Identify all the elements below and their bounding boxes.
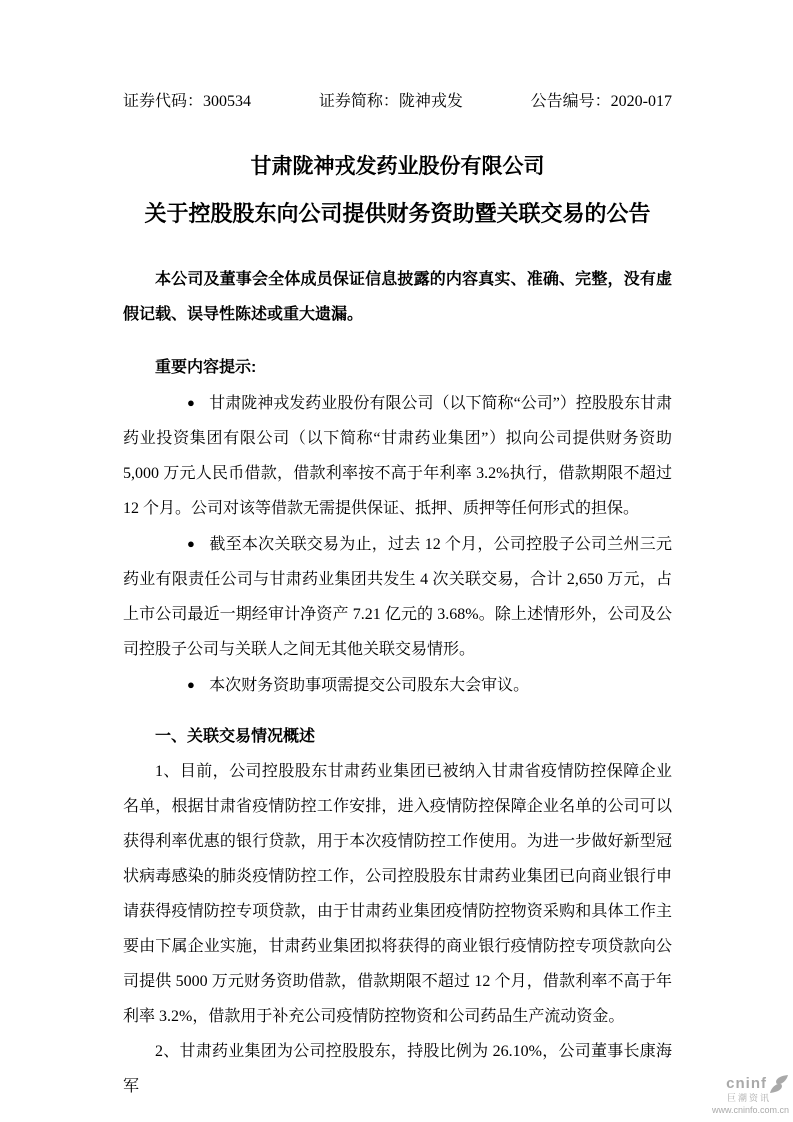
announcement-number: 公告编号：2020-017: [530, 93, 672, 110]
stock-short-name: 证券简称：陇神戎发: [318, 93, 463, 110]
notice-bullet-1: [123, 385, 672, 526]
announcement-title: 关于控股股东向公司提供财务资助暨关联交易的公告: [144, 201, 651, 226]
notice-bullet-2-text: 截至本次关联交易为止，过去 12 个月，公司控股子公司兰州三元药业有限责任公司与甘肃药业集团共发生 4 次关联交易，合计 2,650 万元，占上市公司最近一期经审计净资产 7.21 亿元的 3.68%。除上述情形外，公司及公司控股子公司与关联人之间无其他关联交易情形。: [123, 536, 672, 658]
notice-bullet-2: [123, 526, 672, 667]
disclaimer-paragraph: 本公司及董事会全体成员保证信息披露的内容真实、准确、完整，没有虚假记载、误导性陈述或重大遗漏。: [123, 271, 672, 323]
cninfo-logo-text: cninf: [726, 1074, 767, 1092]
cninfo-watermark: [712, 1075, 789, 1116]
section-1-paragraph-2: 2、甘肃药业集团为公司控股股东，持股比例为 26.10%，公司董事长康海军: [123, 1043, 672, 1095]
bullet-icon: ●: [187, 677, 195, 692]
stock-code: 证券代码：300534: [123, 93, 252, 110]
document-content: [123, 92, 672, 1104]
section-1-paragraph-1: 1、目前，公司控股股东甘肃药业集团已被纳入甘肃省疫情防控保障企业名单，根据甘肃省疫情防控工作安排，进入疫情防控保障企业名单的公司可以获得利率优惠的银行贷款，用于本次疫情防控工作使用。为进一步做好新型冠状病毒感染的肺炎疫情防控工作，公司控股股东甘肃药业集团已向商业银行申请获得疫情防控专项贷款，由于甘肃药业集团疫情防控物资采购和具体工作主要由下属企业实施，甘肃药业集团拟将获得的商业银行疫情防控专项贷款向公司提供 5000 万元财务资助借款，借款期限不超过 12 个月，借款利率不高于年利率 3.2%，借款用于补充公司疫情防控物资和公司药品生产流动资金。: [123, 763, 672, 1025]
notice-bullet-1-text: 甘肃陇神戎发药业股份有限公司（以下简称“公司”）控股股东甘肃药业投资集团有限公司（以下简称“甘肃药业集团”）拟向公司提供财务资助 5,000 万元人民币借款，借款利率按不高于年利率 3.2%执行，借款期限不超过 12 个月。公司对该等借款无需提供保证、抵押、质押等任何形式的担保。: [123, 395, 672, 517]
bullet-icon: ●: [187, 395, 195, 410]
document-header: [123, 92, 672, 112]
section-1-heading: 一、关联交易情况概述: [155, 728, 316, 745]
notice-bullet-3: [123, 667, 672, 703]
bullet-icon: ●: [187, 536, 195, 551]
cninfo-swirl-icon: [769, 1075, 789, 1093]
cninfo-logo-url: www.cninfo.com.cn: [711, 1105, 789, 1116]
important-notice-heading: 重要内容提示:: [155, 359, 257, 376]
cninfo-logo-chinese: 巨潮资讯: [726, 1093, 771, 1104]
notice-bullet-3-text: 本次财务资助事项需提交公司股东大会审议。: [209, 677, 530, 694]
company-title: 甘肃陇神戎发药业股份有限公司: [250, 155, 545, 178]
cninfo-brand-row: [712, 1075, 789, 1093]
